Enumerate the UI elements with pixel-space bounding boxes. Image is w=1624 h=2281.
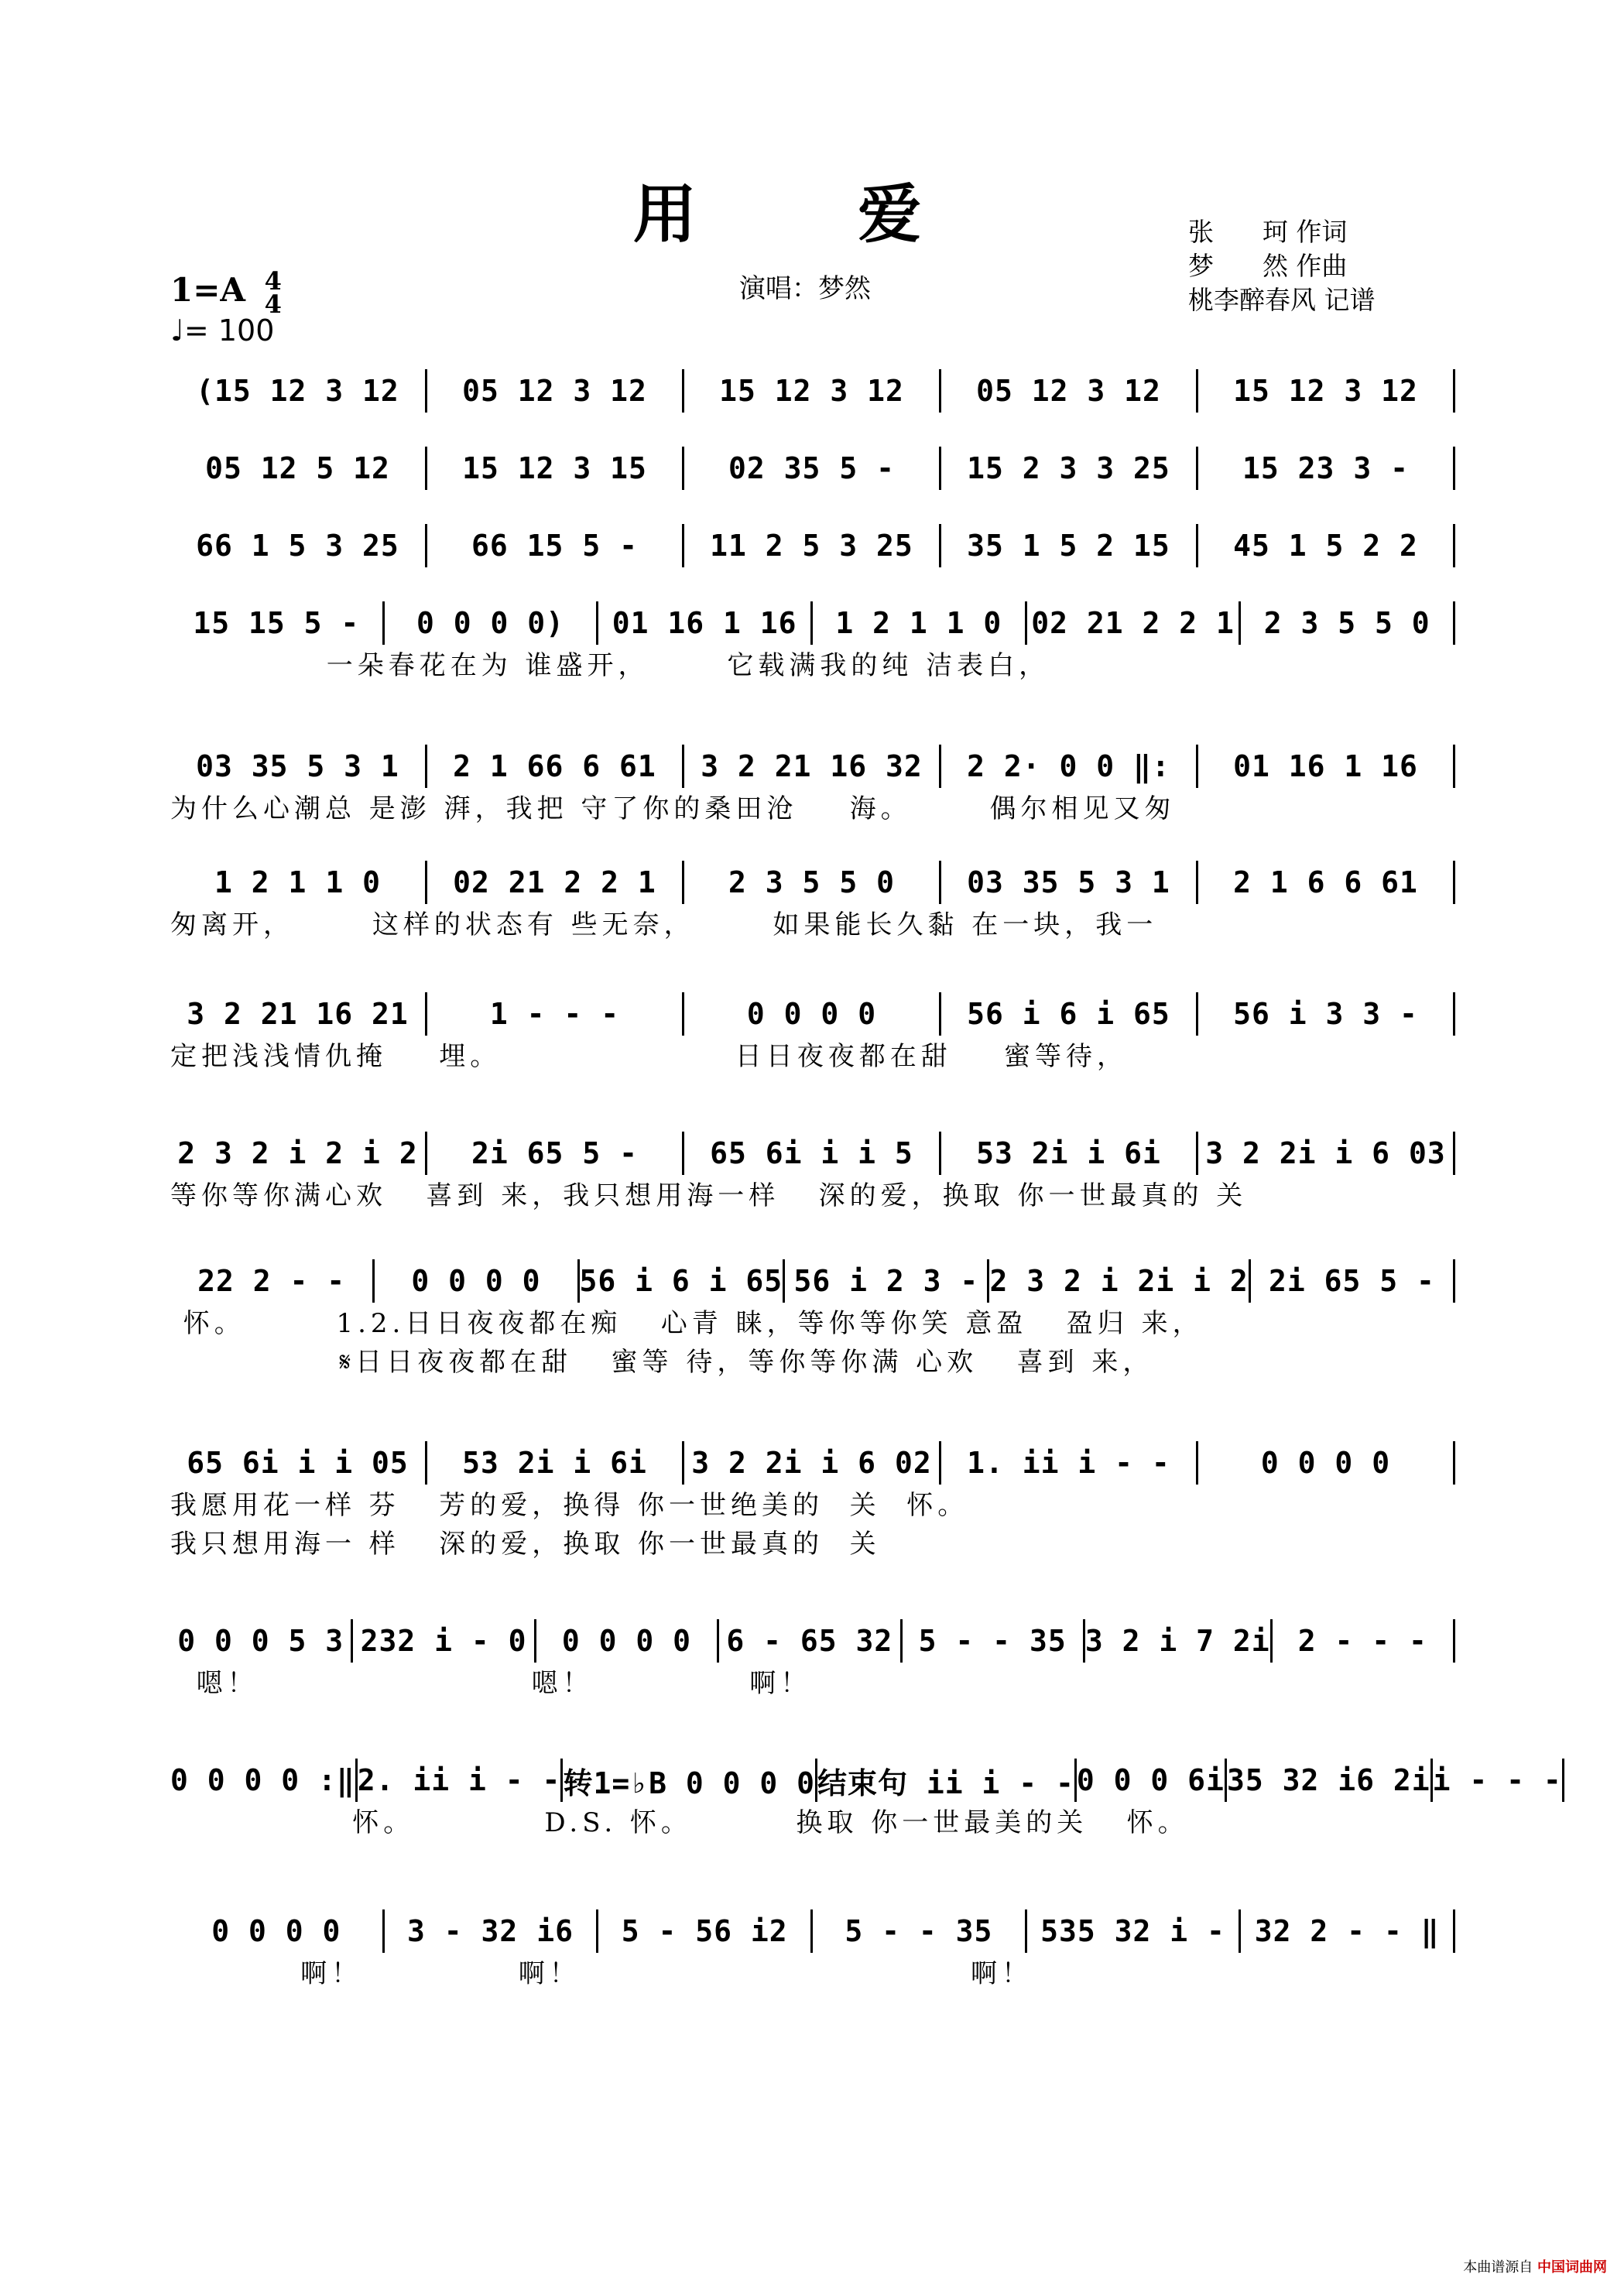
measure: 53 2i i 6i — [976, 1136, 1161, 1170]
score-system — [170, 743, 1455, 828]
score-system — [170, 368, 1455, 414]
measure: 0 0 0 0) — [416, 606, 565, 640]
measure: 15 12 3 12 — [719, 374, 904, 408]
measure: 01 16 1 16 — [1233, 749, 1418, 783]
measure: 2 3 2 i 2i i 2 — [989, 1264, 1249, 1298]
time-signature — [264, 266, 282, 319]
measure: 02 21 2 2 1 — [453, 865, 656, 899]
measure: 35 32 i6 2i — [1226, 1763, 1430, 1797]
score-system — [170, 1130, 1455, 1215]
measure: 56 i 3 3 - — [1233, 997, 1418, 1031]
song-title: 用 爱 — [632, 177, 992, 252]
lyricist-credit: 张 珂 作词 — [1188, 217, 1348, 247]
measure: 5 - 56 i2 — [621, 1914, 788, 1948]
notation-row — [170, 1258, 1455, 1304]
notation-row — [170, 1757, 1562, 1803]
measure: 35 1 5 2 15 — [967, 529, 1170, 563]
score-system — [170, 1757, 1562, 1842]
tempo-marking: ♩= 100 — [170, 313, 275, 348]
measure: 0 0 0 0 :‖ — [170, 1763, 355, 1797]
source-footer — [1463, 2256, 1607, 2276]
measure: 3 2 2i i 6 02 — [691, 1446, 932, 1480]
barline — [1453, 1909, 1455, 1953]
measure: 3 2 21 16 32 — [701, 749, 923, 783]
measure: 0 0 0 0 — [411, 1264, 541, 1298]
measure: 1 - - - — [489, 997, 620, 1031]
measure: 转1=♭B 0 0 0 0 — [563, 1766, 815, 1800]
barline — [1453, 1441, 1455, 1485]
barline — [1453, 1132, 1455, 1175]
measure: 2i 65 5 - — [1268, 1264, 1435, 1298]
score-system — [170, 600, 1455, 685]
score-system — [170, 1618, 1455, 1703]
measure: 232 i - 0 — [360, 1624, 527, 1658]
margin-watermark-left — [0, 0, 15, 2281]
barline — [1453, 745, 1455, 788]
barline — [1453, 1259, 1455, 1303]
measure: 53 2i i 6i — [462, 1446, 647, 1480]
score-system — [170, 522, 1455, 569]
key-label: 1=A — [170, 271, 246, 309]
lyric-line: 嗯！ 嗯！ 啊！ — [170, 1668, 812, 1699]
measure: 2 1 66 6 61 — [453, 749, 656, 783]
measure: 1 2 1 1 0 — [214, 865, 381, 899]
footer-site: 中国词曲网 — [1537, 2259, 1607, 2276]
meter-top: 4 — [264, 266, 282, 296]
measure: 66 15 5 - — [471, 529, 638, 563]
lyric-line: 啊！ 啊！ 啊！ — [170, 1958, 1033, 1989]
measure: 0 0 0 5 3 — [177, 1624, 344, 1658]
measure: 2. ii i - - — [357, 1763, 561, 1797]
lyric-line: 我只想用海一 样 深的爱，换取 你一世最真的 关 — [170, 1529, 881, 1560]
lyric-line: 为什么心潮总 是澎 湃，我把 守了你的桑田沧 海。 偶尔相见又匆 — [170, 793, 1176, 824]
notation-row — [170, 522, 1455, 569]
score-system — [170, 1440, 1455, 1563]
notation-row — [170, 1618, 1455, 1664]
score-system — [170, 859, 1455, 944]
notation-row — [170, 368, 1455, 414]
notation-row — [170, 743, 1455, 789]
measure: 2i 65 5 - — [471, 1136, 638, 1170]
lyric-line: 怀。 D.S. 怀。 换取 你一世最美的关 怀。 — [170, 1807, 1189, 1838]
barline — [1453, 369, 1455, 413]
measure: 32 2 - - ‖ — [1254, 1914, 1440, 1948]
measure: 45 1 5 2 2 — [1233, 529, 1418, 563]
measure: 1. ii i - - — [967, 1446, 1170, 1480]
measure: 2 2· 0 0 ‖: — [967, 749, 1170, 783]
lyric-line: 一朵春花在为 谁盛开， 它载满我的纯 洁表白， — [170, 650, 1050, 681]
measure: 05 12 5 12 — [205, 451, 390, 485]
measure: 6 - 65 32 — [726, 1624, 893, 1658]
measure: 15 2 3 3 25 — [967, 451, 1170, 485]
barline — [1453, 861, 1455, 904]
notation-row — [170, 1130, 1455, 1176]
measure: 0 0 0 0 — [746, 997, 877, 1031]
measure: 2 3 5 5 0 — [728, 865, 895, 899]
measure: 15 12 3 12 — [1233, 374, 1418, 408]
measure: 11 2 5 3 25 — [710, 529, 913, 563]
notation-row — [170, 445, 1455, 491]
measure: 2 3 2 i 2 i 2 — [177, 1136, 418, 1170]
measure: 15 12 3 15 — [462, 451, 647, 485]
measure: 66 1 5 3 25 — [196, 529, 399, 563]
measure: 03 35 5 3 1 — [196, 749, 399, 783]
measure: (15 12 3 12 — [196, 374, 399, 408]
transcriber-credit: 桃李醉春风 记谱 — [1188, 285, 1376, 315]
measure: 0 0 0 6i — [1076, 1763, 1225, 1797]
measure: 2 3 5 5 0 — [1263, 606, 1430, 640]
measure: 05 12 3 12 — [976, 374, 1161, 408]
measure: 1 2 1 1 0 — [835, 606, 1002, 640]
barline — [1453, 992, 1455, 1036]
measure: 02 21 2 2 1 — [1031, 606, 1235, 640]
measure: 15 15 5 - — [193, 606, 360, 640]
measure: 15 23 3 - — [1242, 451, 1409, 485]
composer-credit: 梦 然 作曲 — [1188, 251, 1348, 281]
measure: 3 2 21 16 21 — [187, 997, 409, 1031]
score-system — [170, 1258, 1455, 1382]
notation-row — [170, 991, 1455, 1037]
measure: 5 - - 35 — [845, 1914, 993, 1948]
measure: 01 16 1 16 — [612, 606, 797, 640]
measure: 2 1 6 6 61 — [1233, 865, 1418, 899]
barline — [1453, 447, 1455, 490]
measure: 0 0 0 0 — [211, 1914, 341, 1948]
measure: 0 0 0 0 — [1260, 1446, 1391, 1480]
measure: 3 2 2i i 6 03 — [1205, 1136, 1446, 1170]
notation-row — [170, 1908, 1455, 1954]
measure: 0 0 0 0 — [561, 1624, 692, 1658]
measure: 56 i 6 i 65 — [579, 1264, 783, 1298]
lyric-line: 我愿用花一样 芬 芳的爱，换得 你一世绝美的 关 怀。 — [170, 1490, 969, 1521]
barline — [1453, 1619, 1455, 1663]
score-system — [170, 1908, 1455, 1993]
measure: 56 i 6 i 65 — [967, 997, 1170, 1031]
barline — [1562, 1759, 1564, 1802]
credits-block — [1188, 215, 1376, 317]
score-system — [170, 991, 1455, 1076]
measure: 65 6i i i 05 — [187, 1446, 409, 1480]
measure: 03 35 5 3 1 — [967, 865, 1170, 899]
lyric-line: 怀。 1.2.日日夜夜都在痴 心青 睐，等你等你笑 意盈 盈归 来， — [170, 1308, 1204, 1339]
measure: 3 2 i 7 2i — [1084, 1624, 1270, 1658]
lyric-line: 匆离开， 这样的状态有 些无奈， 如果能长久黏 在一块，我一 — [170, 909, 1158, 940]
lyric-line: 等你等你满心欢 喜到 来，我只想用海一样 深的爱，换取 你一世最真的 关 — [170, 1180, 1248, 1211]
lyric-line: 𝄋日日夜夜都在甜 蜜等 待，等你等你满 心欢 喜到 来， — [170, 1347, 1154, 1378]
notation-row — [170, 1440, 1455, 1486]
barline — [1453, 524, 1455, 567]
lyric-line: 定把浅浅情仇掩 埋。 日日夜夜都在甜 蜜等待， — [170, 1041, 1128, 1072]
barline — [1453, 601, 1455, 645]
meter-bottom: 4 — [264, 289, 282, 319]
singer-credit: 演唱：梦然 — [739, 273, 871, 304]
measure: 结束句 ii i - - — [817, 1766, 1074, 1800]
score-system — [170, 445, 1455, 491]
measure: 05 12 3 12 — [462, 374, 647, 408]
notation-row — [170, 859, 1455, 906]
measure: 5 - - 35 — [918, 1624, 1067, 1658]
measure: 2 - - - — [1297, 1624, 1427, 1658]
key-signature — [170, 266, 282, 319]
measure: 02 35 5 - — [728, 451, 895, 485]
measure: 3 - 32 i6 — [407, 1914, 574, 1948]
measure: 22 2 - - — [197, 1264, 346, 1298]
footer-prefix: 本曲谱源自 — [1463, 2259, 1533, 2276]
measure: i - - - — [1432, 1763, 1562, 1797]
measure: 56 i 2 3 - — [793, 1264, 979, 1298]
measure: 535 32 i - — [1040, 1914, 1225, 1948]
measure: 65 6i i i 5 — [710, 1136, 913, 1170]
notation-row — [170, 600, 1455, 646]
